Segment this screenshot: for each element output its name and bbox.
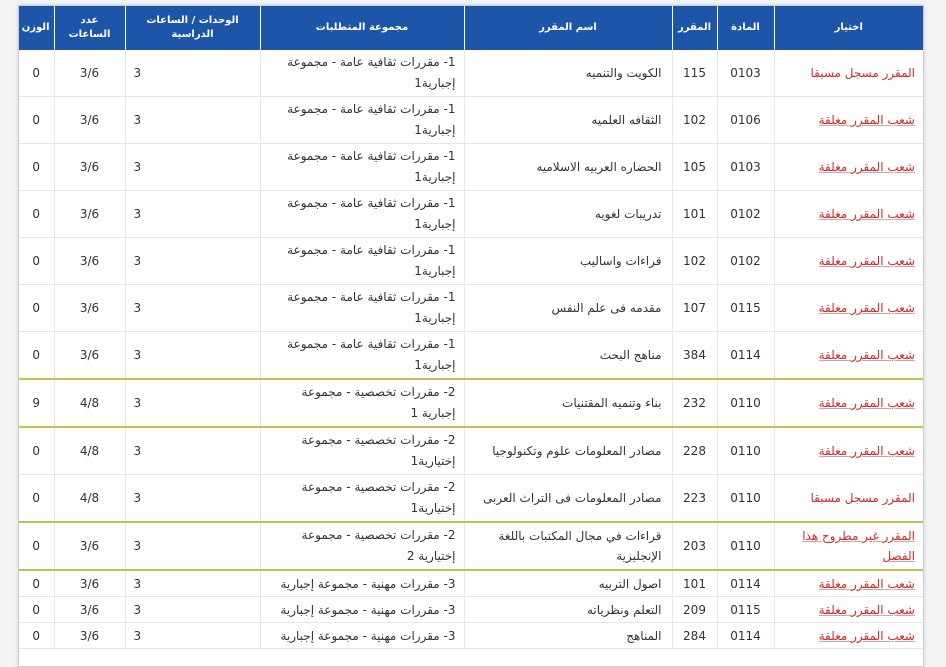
not-offered-link[interactable] — [802, 529, 915, 563]
header-subject: المادة — [717, 6, 774, 50]
subject-cell: 0110 — [717, 475, 774, 523]
course-cell: 101 — [672, 570, 717, 597]
hours-cell: 3/6 — [54, 191, 125, 238]
status-cell — [774, 285, 923, 332]
requirement-cell — [260, 379, 464, 427]
subject-cell: 0114 — [717, 332, 774, 380]
course-name-cell: مصادر المعلومات فى التراث العربى — [464, 475, 672, 523]
table-row — [19, 97, 923, 144]
status-line: الفصل — [882, 549, 915, 563]
course-cell: 209 — [672, 597, 717, 623]
course-name-cell: مصادر المعلومات علوم وتكنولوجيا — [464, 427, 672, 475]
status-cell — [774, 623, 923, 649]
table-row — [19, 285, 923, 332]
header-course-name: اسم المقرر — [464, 6, 672, 50]
units-cell: 3 — [125, 570, 260, 597]
subject-cell: 0115 — [717, 285, 774, 332]
requirement-cell — [260, 522, 464, 570]
hours-cell: 4/8 — [54, 379, 125, 427]
units-cell: 3 — [125, 97, 260, 144]
units-cell: 3 — [125, 522, 260, 570]
requirement-cell: 3- مقررات مهنية - مجموعة إجبارية — [260, 570, 464, 597]
weight-cell: 0 — [19, 238, 54, 285]
requirement-line: 1- مقررات ثقافية عامة - مجموعة — [287, 149, 456, 163]
requirement-cell — [260, 50, 464, 97]
status-line: المقرر غير مطروح هذا — [802, 529, 915, 543]
requirement-cell — [260, 332, 464, 380]
course-name-cell: الكويت والتنميه — [464, 50, 672, 97]
hours-cell: 3/6 — [54, 332, 125, 380]
subject-cell: 0114 — [717, 570, 774, 597]
header-weight: الوزن — [19, 6, 54, 50]
requirement-line: 2- مقررات تخصصية - مجموعة — [301, 528, 456, 542]
weight-cell: 0 — [19, 522, 54, 570]
requirement-line: إجبارية1 — [414, 264, 456, 278]
hours-cell: 3/6 — [54, 285, 125, 332]
table-row — [19, 379, 923, 427]
hours-cell: 3/6 — [54, 50, 125, 97]
course-name-cell: التعلم ونظرياته — [464, 597, 672, 623]
closed-sections-link[interactable]: شعب المقرر مغلقة — [818, 396, 915, 410]
closed-sections-link[interactable]: شعب المقرر مغلقة — [818, 444, 915, 458]
weight-cell: 0 — [19, 570, 54, 597]
units-cell: 3 — [125, 50, 260, 97]
course-cell: 384 — [672, 332, 717, 380]
requirement-line: إجبارية1 — [414, 123, 456, 137]
closed-sections-link[interactable]: شعب المقرر مغلقة — [818, 113, 915, 127]
units-cell: 3 — [125, 332, 260, 380]
hours-cell: 3/6 — [54, 144, 125, 191]
units-cell: 3 — [125, 623, 260, 649]
closed-sections-link[interactable]: شعب المقرر مغلقة — [818, 628, 915, 643]
requirement-line: إجبارية 1 — [410, 406, 456, 420]
status-cell — [774, 332, 923, 380]
requirement-line: 1- مقررات ثقافية عامة - مجموعة — [287, 290, 456, 304]
header-course: المقرر — [672, 6, 717, 50]
weight-cell: 0 — [19, 427, 54, 475]
table-row — [19, 522, 923, 570]
requirement-cell: 3- مقررات مهنية - مجموعة إجبارية — [260, 623, 464, 649]
hours-cell: 3/6 — [54, 570, 125, 597]
course-cell: 105 — [672, 144, 717, 191]
subject-cell: 0106 — [717, 97, 774, 144]
units-cell: 3 — [125, 597, 260, 623]
header-units: الوحدات / الساعات الدراسية — [125, 6, 260, 50]
requirement-cell — [260, 144, 464, 191]
status-text: المقرر مسجل مسبقا — [810, 66, 915, 80]
header-hours-count: عدد الساعات — [54, 6, 125, 50]
units-cell: 3 — [125, 475, 260, 523]
course-cell: 101 — [672, 191, 717, 238]
subject-cell: 0103 — [717, 50, 774, 97]
requirement-cell — [260, 427, 464, 475]
course-name-line: الإنجليزية — [616, 549, 662, 563]
requirement-cell — [260, 285, 464, 332]
hours-cell: 3/6 — [54, 597, 125, 623]
course-name-cell: الحضاره العربيه الاسلاميه — [464, 144, 672, 191]
hours-cell: 3/6 — [54, 623, 125, 649]
course-name-cell: مناهج البحث — [464, 332, 672, 380]
requirement-line: إجبارية1 — [414, 358, 456, 372]
requirement-line: 1- مقررات ثقافية عامة - مجموعة — [287, 337, 456, 351]
course-cell: 115 — [672, 50, 717, 97]
weight-cell: 0 — [19, 191, 54, 238]
requirement-line: إجبارية1 — [414, 170, 456, 184]
closed-sections-link[interactable]: شعب المقرر مغلقة — [818, 160, 915, 174]
requirement-line: إجبارية1 — [414, 311, 456, 325]
subject-cell: 0114 — [717, 623, 774, 649]
course-cell: 228 — [672, 427, 717, 475]
requirement-line: 1- مقررات ثقافية عامة - مجموعة — [287, 102, 456, 116]
course-name-cell: اصول التربيه — [464, 570, 672, 597]
status-cell — [774, 597, 923, 623]
status-cell — [774, 50, 923, 97]
hours-cell: 3/6 — [54, 238, 125, 285]
closed-sections-link[interactable]: شعب المقرر مغلقة — [818, 301, 915, 315]
requirement-cell — [260, 475, 464, 523]
units-cell: 3 — [125, 427, 260, 475]
weight-cell: 0 — [19, 623, 54, 649]
table-row — [19, 597, 923, 623]
closed-sections-link[interactable]: شعب المقرر مغلقة — [818, 576, 915, 591]
units-cell: 3 — [125, 144, 260, 191]
course-cell: 284 — [672, 623, 717, 649]
status-text: المقرر مسجل مسبقا — [810, 491, 915, 505]
table-row — [19, 475, 923, 523]
requirement-line: 2- مقررات تخصصية - مجموعة — [301, 433, 456, 447]
requirement-line: 1- مقررات ثقافية عامة - مجموعة — [287, 196, 456, 210]
course-name-line: قراءات في مجال المكتبات باللغة — [498, 529, 662, 543]
courses-table — [19, 6, 923, 649]
status-cell — [774, 238, 923, 285]
requirement-cell — [260, 191, 464, 238]
weight-cell: 0 — [19, 597, 54, 623]
requirement-line: إختيارية 2 — [406, 549, 456, 563]
status-cell — [774, 522, 923, 570]
closed-sections-link[interactable]: شعب المقرر مغلقة — [818, 207, 915, 221]
requirement-line: 1- مقررات ثقافية عامة - مجموعة — [287, 243, 456, 257]
table-row — [19, 238, 923, 285]
table-row — [19, 191, 923, 238]
course-name-cell: الثقافه العلميه — [464, 97, 672, 144]
subject-cell: 0110 — [717, 522, 774, 570]
units-cell: 3 — [125, 191, 260, 238]
table-header-row — [19, 6, 923, 50]
requirement-cell: 3- مقررات مهنية - مجموعة إجبارية — [260, 597, 464, 623]
requirement-line: إختيارية1 — [410, 501, 456, 515]
weight-cell: 0 — [19, 144, 54, 191]
weight-cell: 0 — [19, 97, 54, 144]
course-name-cell: مقدمه فى علم النفس — [464, 285, 672, 332]
table-row — [19, 427, 923, 475]
requirement-line: إختيارية1 — [410, 454, 456, 468]
subject-cell: 0110 — [717, 427, 774, 475]
course-name-cell — [464, 522, 672, 570]
course-cell: 107 — [672, 285, 717, 332]
header-select: اختيار — [774, 6, 923, 50]
weight-cell: 0 — [19, 332, 54, 380]
weight-cell: 0 — [19, 285, 54, 332]
course-cell: 203 — [672, 522, 717, 570]
table-row — [19, 144, 923, 191]
course-cell: 102 — [672, 238, 717, 285]
status-cell — [774, 427, 923, 475]
table-row — [19, 623, 923, 649]
requirement-line: إجبارية1 — [414, 76, 456, 90]
status-cell — [774, 475, 923, 523]
course-cell: 223 — [672, 475, 717, 523]
requirement-cell — [260, 97, 464, 144]
course-name-cell: قراءات واساليب — [464, 238, 672, 285]
requirement-line: 1- مقررات ثقافية عامة - مجموعة — [287, 55, 456, 69]
units-cell: 3 — [125, 238, 260, 285]
course-name-cell: بناء وتنميه المقتنيات — [464, 379, 672, 427]
weight-cell: 0 — [19, 50, 54, 97]
course-cell: 102 — [672, 97, 717, 144]
status-cell — [774, 144, 923, 191]
subject-cell: 0102 — [717, 191, 774, 238]
subject-cell: 0115 — [717, 597, 774, 623]
hours-cell: 4/8 — [54, 427, 125, 475]
subject-cell: 0103 — [717, 144, 774, 191]
table-row — [19, 570, 923, 597]
requirement-line: 2- مقررات تخصصية - مجموعة — [301, 480, 456, 494]
course-cell: 232 — [672, 379, 717, 427]
table-row — [19, 332, 923, 380]
status-cell — [774, 191, 923, 238]
requirement-cell — [260, 238, 464, 285]
subject-cell: 0102 — [717, 238, 774, 285]
units-cell: 3 — [125, 285, 260, 332]
course-name-cell: المناهج — [464, 623, 672, 649]
units-cell: 3 — [125, 379, 260, 427]
closed-sections-link[interactable]: شعب المقرر مغلقة — [818, 602, 915, 617]
requirement-line: إجبارية1 — [414, 217, 456, 231]
weight-cell: 0 — [19, 475, 54, 523]
hours-cell: 4/8 — [54, 475, 125, 523]
courses-table-panel — [18, 5, 924, 667]
weight-cell: 9 — [19, 379, 54, 427]
header-requirement-group: مجموعة المتطلبات — [260, 6, 464, 50]
subject-cell: 0110 — [717, 379, 774, 427]
course-name-cell: تدريبات لغويه — [464, 191, 672, 238]
status-cell — [774, 570, 923, 597]
hours-cell: 3/6 — [54, 97, 125, 144]
closed-sections-link[interactable]: شعب المقرر مغلقة — [818, 254, 915, 268]
status-cell — [774, 379, 923, 427]
status-cell — [774, 97, 923, 144]
table-row — [19, 50, 923, 97]
hours-cell: 3/6 — [54, 522, 125, 570]
requirement-line: 2- مقررات تخصصية - مجموعة — [301, 385, 456, 399]
closed-sections-link[interactable]: شعب المقرر مغلقة — [818, 348, 915, 362]
